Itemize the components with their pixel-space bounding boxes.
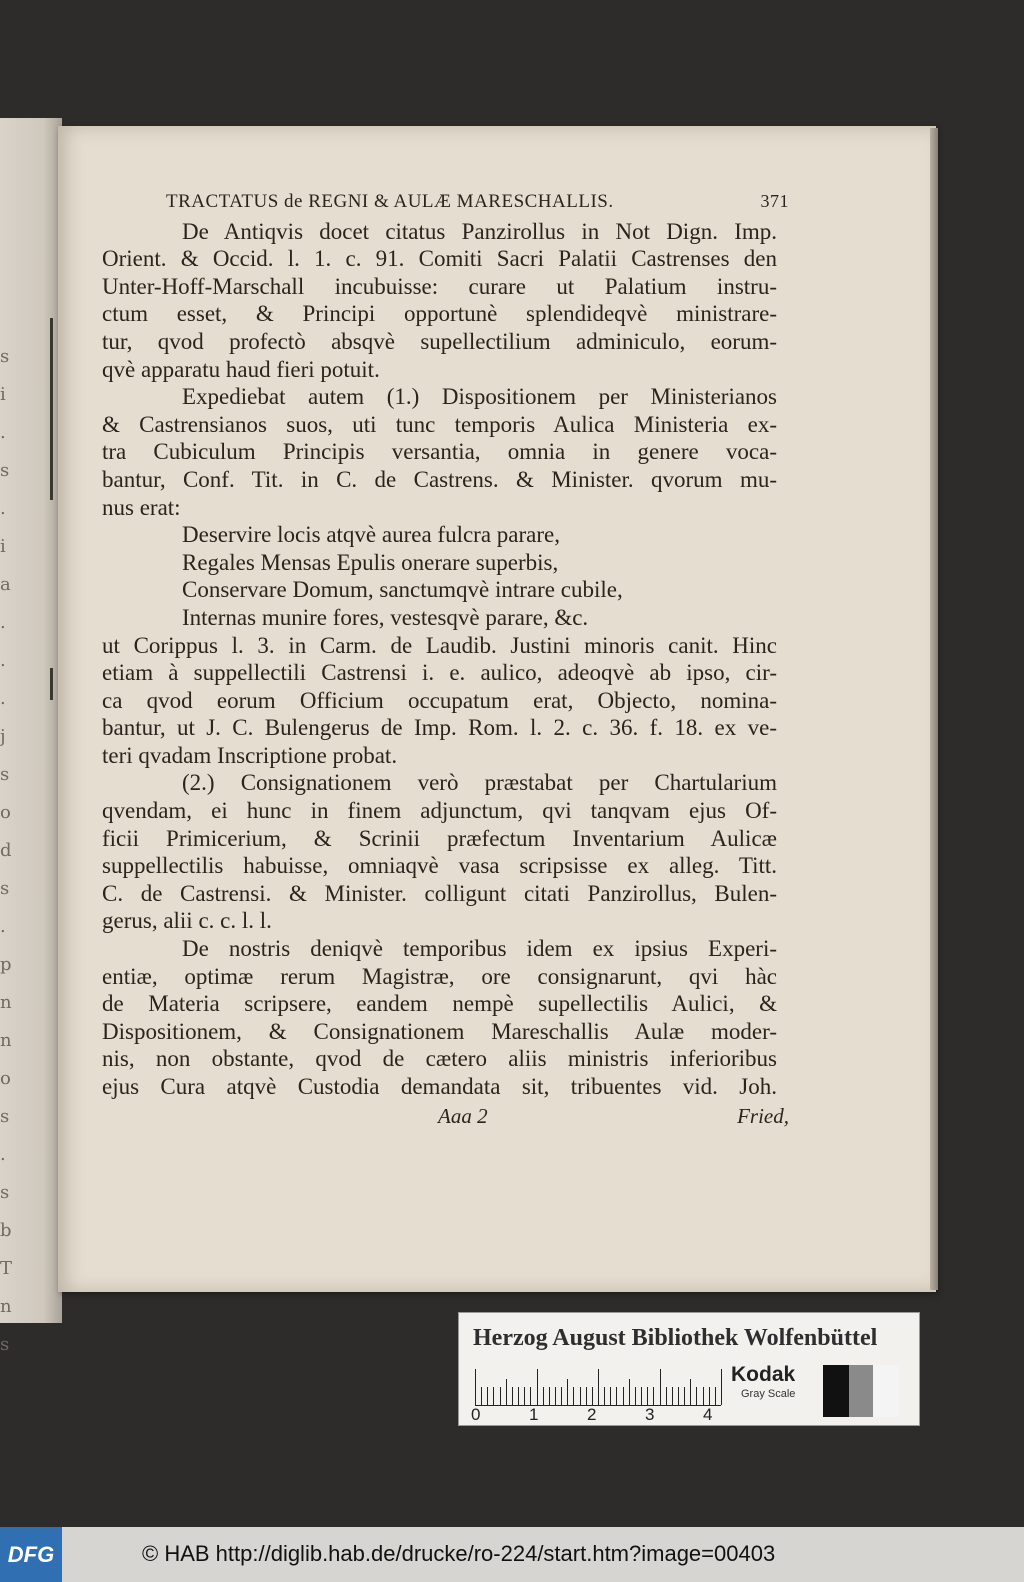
- ruler-tick: [586, 1387, 587, 1405]
- text-line: Internas munire fores, vestesqvè parare, &c.: [182, 604, 589, 630]
- ruler-tick: [604, 1387, 605, 1405]
- ruler-tick: [493, 1387, 494, 1405]
- ruler-tick: [647, 1387, 648, 1405]
- page-footer: [438, 1103, 789, 1131]
- text-line: qvendam, ei hunc in finem adjunctum, qvi tanqvam ejus Of-: [102, 798, 777, 824]
- spine-shadow: [50, 318, 53, 500]
- text-line: tra Cubiculum Principis versantia, omnia in genere voca-: [102, 439, 777, 465]
- text-line: Deservire locis atqvè aurea fulcra parare,: [182, 522, 560, 548]
- text-line: tur, qvod profectò absqvè supellectilium adminiculo, eorum-: [102, 328, 777, 354]
- running-head: [166, 188, 789, 216]
- text-line: etiam à suppellectili Castrensi i. e. aulico, adeoqvè ab ipso, cir-: [102, 660, 777, 686]
- text-line: ficii Primicerium, & Scrinii præfectum Inventarium Aulicæ: [102, 825, 777, 851]
- ruler-tick: [666, 1387, 667, 1405]
- ruler-tick: [721, 1369, 722, 1405]
- text-line: Dispositionem, & Consignationem Mareschallis Aulæ moder-: [102, 1018, 777, 1044]
- dfg-logo: DFG: [0, 1527, 62, 1582]
- text-line: De Antiqvis docet citatus Panzirollus in Not Dign. Imp.: [182, 218, 777, 244]
- page-number: 371: [760, 191, 789, 211]
- ruler-tick: [580, 1387, 581, 1405]
- scale-number: 4: [703, 1405, 713, 1424]
- color-target: [458, 1312, 920, 1426]
- ruler-tick: [481, 1387, 482, 1405]
- ruler-tick: [696, 1387, 697, 1405]
- ruler-tick: [623, 1387, 624, 1405]
- credit-link[interactable]: © HAB http://diglib.hab.de/drucke/ro-224/start.htm?image=00403: [142, 1541, 776, 1566]
- text-line: qvè apparatu haud fieri potuit.: [102, 356, 380, 382]
- text-line: & Castrensianos suos, uti tunc temporis Aulica Ministeria ex-: [102, 411, 777, 437]
- scale-number: 1: [529, 1405, 539, 1424]
- text-line: bantur, ut J. C. Bulengerus de Imp. Rom. l. 2. c. 36. f. 18. ex ve-: [102, 715, 777, 741]
- ruler-tick: [703, 1387, 704, 1405]
- ruler-tick: [629, 1379, 630, 1405]
- text-line: (2.) Consignationem verò præstabat per Chartularium: [182, 770, 777, 796]
- ruler-tick: [506, 1379, 507, 1405]
- ruler-tick: [518, 1387, 519, 1405]
- scale-ruler: [475, 1365, 721, 1406]
- gray-scale-label: Gray Scale: [741, 1388, 796, 1400]
- book-page: [58, 126, 936, 1292]
- ruler-tick: [715, 1387, 716, 1405]
- scale-number: 3: [645, 1405, 655, 1424]
- scale-number: 2: [587, 1405, 597, 1424]
- ruler-tick: [475, 1369, 476, 1405]
- kodak-logo: Kodak: [731, 1363, 796, 1386]
- ruler-tick: [709, 1387, 710, 1405]
- spine-shadow: [50, 668, 53, 700]
- text-line: Orient. & Occid. l. 1. c. 91. Comiti Sacri Palatii Castrenses den: [102, 246, 777, 272]
- library-name: Herzog August Bibliothek Wolfenbüttel: [473, 1325, 878, 1351]
- ruler-tick: [500, 1387, 501, 1405]
- text-line: ejus Cura atqvè Custodia demandata sit, tribuentes vid. Joh.: [102, 1074, 777, 1099]
- signature-mark: Aaa 2: [438, 1103, 488, 1128]
- text-line: Expediebat autem (1.) Dispositionem per Ministerianos: [182, 384, 777, 410]
- text-line: Conservare Domum, sanctumqvè intrare cubile,: [182, 577, 623, 603]
- ruler-tick: [660, 1369, 661, 1405]
- ruler-tick: [616, 1387, 617, 1405]
- ruler-tick: [549, 1387, 550, 1405]
- page-text: [102, 188, 789, 1130]
- ruler-tick: [512, 1387, 513, 1405]
- ruler-tick: [678, 1387, 679, 1405]
- ruler-tick: [573, 1387, 574, 1405]
- ruler-tick: [653, 1387, 654, 1405]
- text-line: entiæ, optimæ rerum Magistræ, ore consignarunt, qvi hàc: [102, 963, 777, 989]
- text-line: Unter-Hoff-Marschall incubuisse: curare ut Palatium instru-: [102, 273, 777, 299]
- ruler-tick: [598, 1369, 599, 1405]
- ruler-tick: [524, 1387, 525, 1405]
- ruler-tick: [537, 1369, 538, 1405]
- page-fore-edge: [930, 128, 938, 1290]
- text-line: nus erat:: [102, 494, 181, 520]
- text-line: nis, non obstante, qvod de cætero aliis ministris inferioribus: [102, 1046, 777, 1072]
- ruler-tick: [555, 1387, 556, 1405]
- ruler-tick: [635, 1387, 636, 1405]
- ruler-tick: [684, 1387, 685, 1405]
- text-line: C. de Castrensi. & Minister. colligunt citati Panzirollus, Bulen-: [102, 880, 777, 906]
- text-line: Regales Mensas Epulis onerare superbis,: [182, 549, 559, 575]
- footer-bar: [0, 1527, 1024, 1582]
- scale-number: 0: [471, 1405, 481, 1424]
- text-line: de Materia scripsere, eandem nempè supellectilis Aulici, &: [102, 991, 777, 1017]
- previous-page-edge: [0, 118, 62, 1355]
- text-line: suppellectilis habuisse, omniaqvè vasa scripsisse ex alleg. Titt.: [102, 853, 777, 879]
- text-line: bantur, Conf. Tit. in C. de Castrens. & Minister. qvorum mu-: [102, 466, 777, 492]
- ruler-tick: [561, 1387, 562, 1405]
- text-line: ctum esset, & Principi opportunè splendideqvè ministrare-: [102, 301, 777, 327]
- ruler-tick: [672, 1387, 673, 1405]
- gray-swatch: [823, 1365, 849, 1417]
- ruler-tick: [592, 1387, 593, 1405]
- ruler-tick: [690, 1379, 691, 1405]
- text-line: ut Corippus l. 3. in Carm. de Laudib. Justini minoris canit. Hinc: [102, 632, 777, 658]
- text-line: teri qvadam Inscriptione probat.: [102, 742, 398, 768]
- running-head-title: TRACTATUS de REGNI & AULÆ MARESCHALLIS.: [166, 191, 614, 212]
- text-line: ca qvod eorum Officium occupatum erat, Objecto, nomina-: [102, 687, 777, 713]
- gray-swatch: [849, 1365, 873, 1417]
- ruler-tick: [610, 1387, 611, 1405]
- ruler-tick: [530, 1387, 531, 1405]
- gray-swatch: [873, 1365, 899, 1417]
- bleed-through-glyphs: s i . s . i a . . . j s o d s . p n n o s . s b T n s: [0, 346, 13, 1355]
- ruler-tick: [487, 1387, 488, 1405]
- body-lines: [102, 218, 777, 1101]
- ruler-tick: [543, 1387, 544, 1405]
- text-line: De nostris deniqvè temporibus idem ex ipsius Experi-: [182, 936, 777, 962]
- ruler-tick: [641, 1387, 642, 1405]
- catchword: Fried,: [737, 1103, 789, 1128]
- text-line: gerus, alii c. c. l. l.: [102, 908, 272, 934]
- ruler-tick: [567, 1379, 568, 1405]
